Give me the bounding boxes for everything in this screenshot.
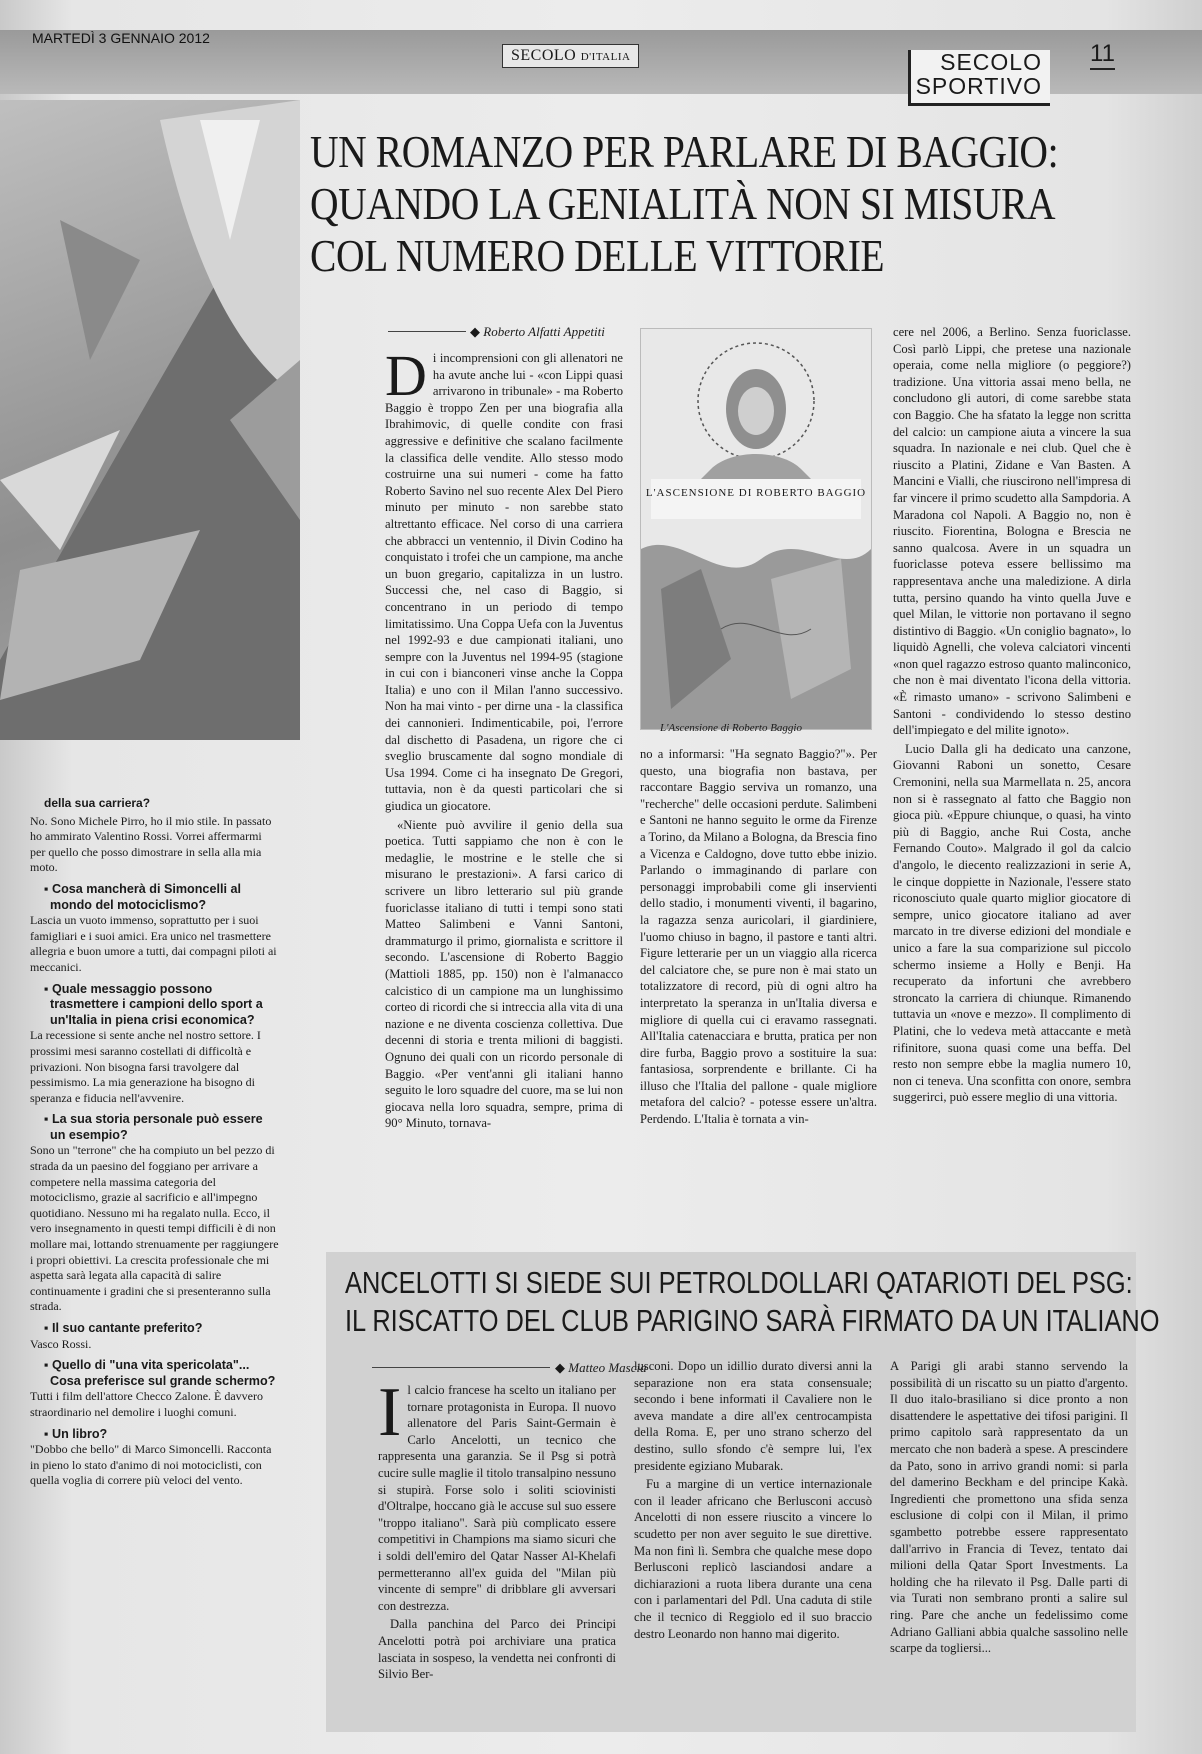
article2-paragraph: Fu a margine di un vertice internazionale con il leader africano che Berlusconi accusò Ancelotti di non essere riuscito a vincere lo scudetto per non aver seguito le sue direttive. Ma non finì lì. Sembra che qualche mese dopo Berlusconi replicò lasciandosi andare a dichiarazioni a ruota libera durante una cena con i parlamentari del Pdl. Una caduta di stile che il tecnico di Reggiolo ed il suo braccio destro Leonardo non hanno mai digerito. bbox=[634, 1477, 872, 1641]
masthead-title: SECOLO bbox=[511, 47, 577, 64]
article1-column1 bbox=[385, 350, 623, 1220]
author-name: Roberto Alfatti Appetiti bbox=[483, 324, 605, 339]
byline-rule bbox=[372, 1367, 550, 1368]
interview-question: ▪ Quello di "una vita spericolata"... Cosa preferisce sul grande schermo? bbox=[30, 1358, 280, 1389]
interview-question: ▪ Cosa mancherà di Simoncelli al mondo del motociclismo? bbox=[30, 882, 280, 913]
book-cover-art bbox=[641, 329, 871, 729]
interview-sidebar bbox=[30, 796, 280, 1696]
article2-paragraph: Dalla panchina del Parco dei Principi Ancelotti potrà poi archiviare una pratica lasciata in sospeso, la vendetta nei confronti di Silvio Ber- bbox=[378, 1617, 616, 1682]
interview-question: ▪ Un libro? bbox=[30, 1427, 280, 1443]
article2-paragraph: lusconi. Dopo un idillio durato diversi anni la separazione non era stata consensuale; secondo i bene informati il Cavaliere non le aveva mandate a dire all'ex centrocampista della Roma. E, per uno strano scherzo del destino, sullo sfondo c'è sempre lui, l'ex presidente egiziano Mubarak. bbox=[634, 1359, 872, 1473]
author-name: Matteo Mascia bbox=[568, 1360, 647, 1375]
byline-rule bbox=[388, 331, 466, 332]
article1-column2 bbox=[640, 746, 877, 1220]
section-label bbox=[908, 50, 1050, 106]
article1-column3 bbox=[893, 324, 1131, 1220]
interview-answer: Vasco Rossi. bbox=[30, 1336, 92, 1351]
interview-question: ▪ La sua storia personale può essere un esempio? bbox=[30, 1112, 280, 1143]
article2-headline bbox=[345, 1264, 1160, 1340]
article1-paragraph: no a informarsi: "Ha segnato Baggio?"». Per questo, una biografia non bastava, per raccontare Baggio serviva un romanzo, una "recherche" delle occasioni perdute. Salimbeni e Santoni ne hanno seguito le orme da Firenze a Torino, da Milano a Bologna, da Brescia fino a Vicenza e Caldogno, dove tutto ebbe inizio. Parlando o immaginando di parlare con personaggi improbabili come gli inservienti dello stadio, i monumenti viventi, il bagarino, la ragazza senza auricolari, il giardiniere, l'uomo chiuso in bagno, il pastore e tanti altri. Figure letterarie per un un viaggio alla ricerca del calciatore che, se pure non è mai stato un totalizzatore di record, più di ogni altro ha interpretato la speranza in un'Italia diversa e migliore di quella cui ci eravamo rassegnati. All'Italia catenacciara e brutta, pratica per non dire furba, Baggio provo a sostituire la sua: fantasiosa, sorprendente e brillante. Ci ha illuso che l'Italia del pallone - quale migliore metafora del calcio? - potesse essere un'altra. Perdendo. L'Italia è tornata a vin- bbox=[640, 747, 877, 1127]
article1-paragraph: «Niente può avvilire il genio della sua poetica. Tutti sappiamo che non è con le medaglie, le mostrine e le stelle che si misurano le prestazioni». A farsi carico di scrivere un libro letterario sul più grande fuoriclasse italiano di tutti i tempi sono stati Matteo Salimbeni e Vanni Santoni, drammaturgo il primo, giornalista e scrittore il secondo. L'ascensione di Roberto Baggio (Mattioli 1885, pp. 150) non è l'almanacco calcistico di un campione ma un lunghissimo corteo di ricordi che si intreccia alla vita di una nazione e ne diventa coscienza collettiva. Due decenni di storia e trenta milioni di baggisti. Ognuno dei quali con un ricordo personale di Baggio. «Per vent'anni gli italiani hanno seguito le loro squadre del cuore, ma se lui non giocava nella loro squadra, sempre, prima di 90° Minuto, tornava- bbox=[385, 817, 623, 1131]
dropcap: I bbox=[378, 1382, 402, 1451]
issue-date: MARTEDÌ 3 GENNAIO 2012 bbox=[32, 30, 210, 46]
interview-answer: Tutti i film dell'attore Checco Zalone. È davvero straordinario nel demolire i luoghi comuni. bbox=[30, 1389, 263, 1419]
interview-answer: No. Sono Michele Pirro, ho il mio stile. In passato ho ammirato Valentino Rossi. Vorrei affermarmi per quello che posso dimostrare in sella alla mia moto. bbox=[30, 813, 272, 875]
rider-photo bbox=[0, 100, 300, 740]
masthead bbox=[502, 44, 639, 68]
article1-paragraph: Lucio Dalla gli ha dedicato una canzone, Giovanni Raboni un sonetto, Cesare Cremonini, nella sua Marmellata n. 25, ancora non si è rassegnato al fatto che Baggio non gioca più. «Eppure chiunque, o quasi, ha vinto più di Baggio, anche Rui Costa, anche Fernando Couto». Malgrado il gol da calcio d'angolo, le diecento realizzazioni in serie A, le cinque doppiette in Nazionale, l'essere stato riconosciuto quale quarto miglior giocatore di sempre, unico giocatore italiano ad aver marcato in tre diverse edizioni del mondiale e unico a fare la sua comparizione sul piccolo schermo insieme a Holly e Benji. Ha recuperato da infortuni che avrebbero stroncato la carriera di chiunque. Rimanendo tuttavia un «nove e mezzo». Il complimento di Platini, che lo vedeva metà attaccante e metà rifinitore, suona quasi come una beffa. Del resto non sempre ebbe la maglia numero 10, non ci teneva. Una sconfitta con onore, sembra suggerirci, può essere meglio di una vittoria. bbox=[893, 741, 1131, 1105]
article2-column1 bbox=[378, 1382, 616, 1728]
interview-answer: Lascia un vuoto immenso, soprattutto per i suoi famigliari e i suoi amici. Era unico nel trasmettere allegria e buon umore a tutti, dai compagni piloti ai meccanici. bbox=[30, 913, 277, 974]
interview-answer: della sua carriera? bbox=[44, 796, 151, 810]
article2-paragraph: Il calcio francese ha scelto un italiano per tornare protagonista in Europa. Il nuovo allenatore del Paris Saint-Germain è Carlo Ancelotti, un tecnico che rappresenta una garanzia. Se il Psg si potrà cucire sulle maglie il titolo transalpino nessuno si stupirà. Forse solo i soliti sciovinisti d'Oltralpe, hoccano già le accuse sul suo essere "troppo italiano". Sarà più complicato essere competitivi in Champions ma siamo sicuri che i soldi dell'emiro del Qatar Nasser Al-Khelafi permetteranno all'ex guida del "Milan più vincente di sempre" di dribblare gli avversari con destrezza. bbox=[378, 1382, 616, 1613]
page-number: 11 bbox=[1090, 40, 1115, 70]
book-caption: L'Ascensione di Roberto Baggio bbox=[660, 722, 802, 734]
dropcap: D bbox=[385, 350, 427, 408]
section-label-line2: SPORTIVO bbox=[915, 73, 1042, 99]
headline-line: ANCELOTTI SI SIEDE SUI PETROLDOLLARI QATARIOTI DEL PSG: bbox=[345, 1265, 1133, 1300]
interview-answer: "Dobbo che bello" di Marco Simoncelli. Racconta in pieno lo stato d'animo di noi motociclisti, con quella voglia di correre più veloci del vento. bbox=[30, 1442, 272, 1488]
article2-column3 bbox=[890, 1358, 1128, 1728]
article2-paragraph: A Parigi gli arabi stanno servendo la possibilità di un riscatto su un piatto d'argento. Il duo italo-brasiliano si dice pronto a non disattendere le aspettative dei tifosi parigini. Il primo capitolo sarà rappresentato da un mercato che non baderà a spese. A prescindere da Pato, sono in arrivo grandi nomi: si parla del damerino Beckham e del principe Kakà. Ingredienti che promettono una sfida senza esclusione di colpi con il Milan, il primo sgambetto potrebbe essere rappresentato dall'arrivo in Francia di Tevez, tentato dai milioni della Qatar Sport Investments. La holding che ha rilevato il Psg. Dalle parti di via Turati non sembrano pronti a salire sul ring. Pare che anche un fedelissimo come Adriano Galliani abbia qualche sassolino nelle scarpe da togliersi... bbox=[890, 1359, 1128, 1656]
headline-line: IL RISCATTO DEL CLUB PARIGINO SARÀ FIRMATO DA UN ITALIANO bbox=[345, 1303, 1160, 1338]
article1-headline bbox=[310, 126, 1067, 282]
article1-paragraph: cere nel 2006, a Berlino. Senza fuoriclasse. Così parlò Lippi, che pretese una nazionale operaia, come nella migliore (o peggiore?) tradizione. Una vittoria assai meno bella, ne concludono gli autori, di come sarebbe stata con Baggio. Che ha sfatato la legge non scritta del calcio: un campione aiuta a vincere la sua squadra. In nazionale e nei club. Quel che è riuscito a Platini, Zidane e Van Basten. A Mancini e Vialli, che riuscirono nell'impresa di far vincere il primo scudetto alla Sampdoria. A Maradona col Napoli. A Baggio no, non è riuscito. Fiorentina, Bologna e Brescia ne sanno qualcosa. Avere in un squadra un fuoriclasse poteva essere bellissimo ma rappresentava anche una maledizione. A dirla tutta, persino quando ha vinto quella Juve e quel Milan, le vittorie non portavano il segno distintivo di Baggio. «Un coniglio bagnato», lo liquidò Agnelli, che voleva calciatori vincenti «non quel ragazzo estroso quanto malinconico, che non è mai diventato l'icona della vittoria. «È rimasto umano» - scrivono Salimbeni e Santoni - condividendo lo stesso destino dell'impiegato e del milite ignoto». bbox=[893, 325, 1131, 738]
interview-question: ▪ Il suo cantante preferito? bbox=[30, 1321, 280, 1337]
article2-byline: ◆ Matteo Mascia bbox=[555, 1360, 647, 1375]
interview-answer: Sono un "terrone" che ha compiuto un bel pezzo di strada da un paesino del foggiano per arrivare a competere nella massima categoria del motociclismo, grazie al sacrificio e all'impegno quotidiano. Nessuno mi ha regalato nulla. Ecco, il vero insegnamento in questi tempi difficili è di non mollare mai, lottando strenuamente per raggiungere i propri obiettivi. La crescita professionale che mi aspetta sarà legata alla capacità di salire continuamente i gradini che si presenteranno sulla strada. bbox=[30, 1143, 279, 1314]
book-cover-title: L'ASCENSIONE DI ROBERTO BAGGIO bbox=[645, 487, 867, 499]
interview-question: ▪ Quale messaggio possono trasmettere i campioni dello sport a un'Italia in piena crisi economica? bbox=[30, 982, 280, 1029]
headline-line: UN ROMANZO PER PARLARE DI BAGGIO: bbox=[310, 126, 1059, 177]
headline-line: COL NUMERO DELLE VITTORIE bbox=[310, 230, 885, 281]
rider-photo-image bbox=[0, 100, 300, 740]
article1-byline: ◆ Roberto Alfatti Appetiti bbox=[470, 324, 605, 339]
headline-line: QUANDO LA GENIALITÀ NON SI MISURA bbox=[310, 178, 1056, 229]
article2-column2 bbox=[634, 1358, 872, 1728]
book-cover-image bbox=[640, 328, 872, 730]
interview-answer: La recessione si sente anche nel nostro settore. I prossimi mesi saranno costellati di difficoltà e privazioni. Non bisogna farsi travolgere dal pessimismo. La mia generazione ha bisogno di speranza e fiducia nell'avvenire. bbox=[30, 1028, 261, 1105]
masthead-subtitle: D'ITALIA bbox=[580, 51, 631, 63]
section-label-line1: SECOLO bbox=[940, 49, 1042, 75]
article1-paragraph: Di incomprensioni con gli allenatori ne ha avute anche lui - «con Lippi quasi arrivarono in tribunale» - ma Roberto Baggio è troppo Zen per una biografia alla Ibrahimovic, di quelle condite con frasi aggressive e definitive che scalano facilmente la classifica delle vendite. Allo stesso modo costruirne una sui numeri - come ha fatto Roberto Savino nel suo recente Alex Del Piero minuto per minuto - non sarebbe stato altrettanto efficace. Nel corso di una carriera che abbracci un ventennio, il Divin Codino ha conquistato i trofei che un campione, ma anche un buon gregario, capitalizza in un lustro. Successi che, nel caso di Baggio, si concentrano in un periodo di tempo limitatissimo. Una Coppa Uefa con la Juventus nel 1992-93 e due campionati italiani, uno sempre con la Juventus nel 1994-95 (stagione in cui con i bianconeri vinse anche la Coppa Italia) e uno con il Milan l'anno successivo. Non ha mai vinto - per dirne una - la classifica dei cannonieri. Indimenticabile, poi, l'errore dal dischetto di Pasadena, un rigore che ci sveglio bruscamente dal sogno mondiale di Usa 1994. Come ci ha insegnato De Gregori, tuttavia, non è da questi particolari che si giudica un giocatore. bbox=[385, 350, 623, 814]
